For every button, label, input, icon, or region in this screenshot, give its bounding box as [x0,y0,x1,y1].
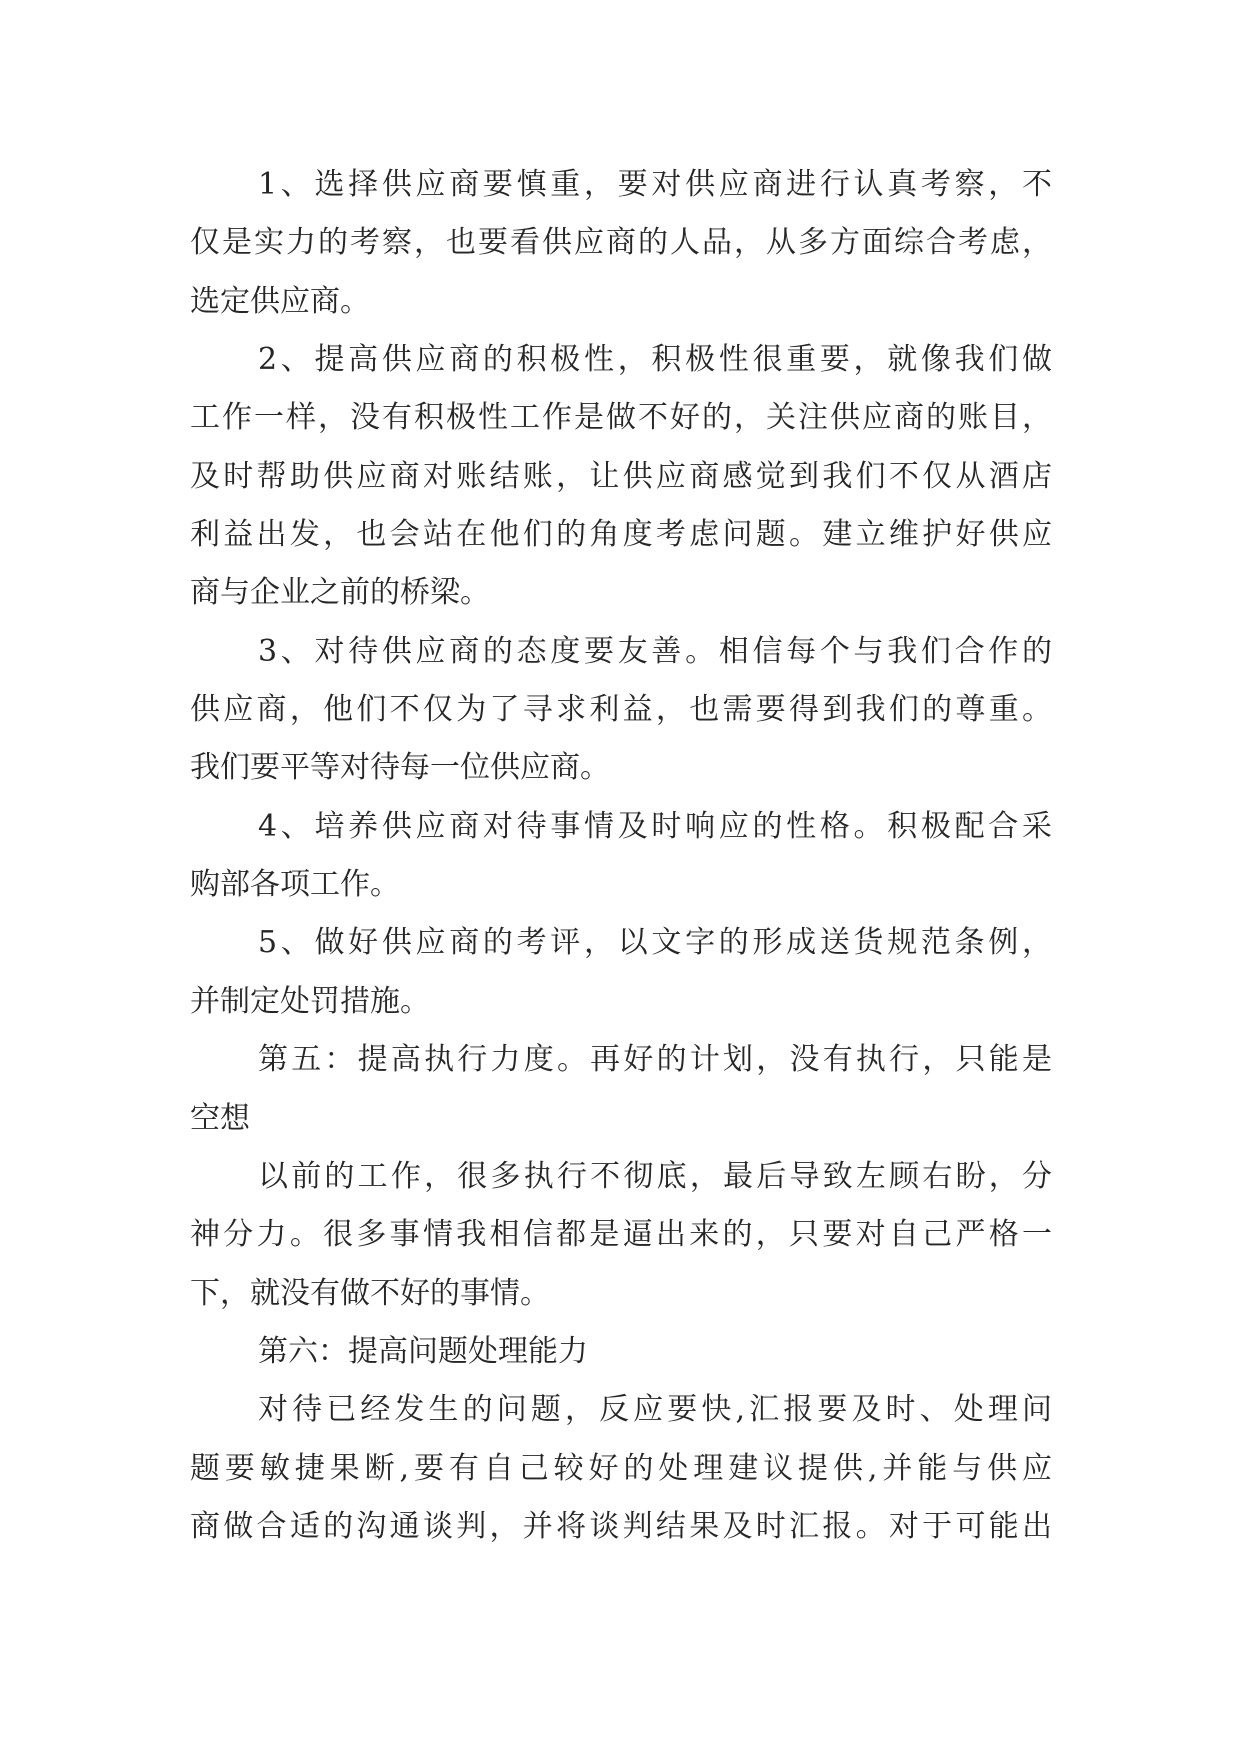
paragraph-line: 商与企业之前的桥梁。 [190,575,490,611]
paragraph-supplier-attitude [190,623,1052,798]
paragraph-line: 商做合适的沟通谈判，并将谈判结果及时汇报。对于可能出 [190,1508,1052,1544]
paragraph-line: 我们要平等对待每一位供应商。 [190,750,610,786]
paragraph-line: 下，就没有做不好的事情。 [190,1275,550,1311]
paragraph-line: 利益出发，也会站在他们的角度考虑问题。建立维护好供应 [190,517,1052,553]
section-heading-execution [190,1031,1052,1148]
paragraph-supplier-evaluation [190,914,1052,1031]
paragraph-line: 5、做好供应商的考评，以文字的形成送货规范条例， [258,925,1052,961]
paragraph-line: 第五：提高执行力度。再好的计划，没有执行，只能是 [258,1042,1052,1078]
paragraph-problem-handling [190,1381,1052,1556]
paragraph-line: 对待已经发生的问题，反应要快,汇报要及时、处理问 [258,1392,1052,1428]
paragraph-line: 仅是实力的考察，也要看供应商的人品，从多方面综合考虑， [190,225,1052,261]
paragraph-line: 题要敏捷果断,要有自己较好的处理建议提供,并能与供应 [190,1450,1052,1486]
paragraph-execution [190,1148,1052,1323]
paragraph-line: 3、对待供应商的态度要友善。相信每个与我们合作的 [258,633,1052,669]
paragraph-supplier-response [190,798,1052,915]
section-heading-problem-handling [190,1323,1052,1381]
paragraph-line: 1、选择供应商要慎重，要对供应商进行认真考察，不 [258,167,1052,202]
paragraph-line: 工作一样，没有积极性工作是做不好的，关注供应商的账目， [190,400,1052,436]
paragraph-supplier-selection [190,156,1052,331]
paragraph-supplier-motivation [190,331,1052,623]
paragraph-line: 空想 [190,1100,250,1136]
paragraph-line: 第六：提高问题处理能力 [258,1333,588,1369]
paragraph-line: 供应商，他们不仅为了寻求利益，也需要得到我们的尊重。 [190,692,1052,728]
paragraph-line: 2、提高供应商的积极性，积极性很重要，就像我们做 [258,342,1052,378]
paragraph-line: 4、培养供应商对待事情及时响应的性格。积极配合采 [258,808,1052,844]
paragraph-line: 神分力。很多事情我相信都是逼出来的，只要对自己严格一 [190,1217,1052,1253]
document-body [190,156,1052,1556]
paragraph-line: 及时帮助供应商对账结账，让供应商感觉到我们不仅从酒店 [190,458,1052,494]
paragraph-line: 以前的工作，很多执行不彻底，最后导致左顾右盼，分 [258,1158,1052,1194]
paragraph-line: 并制定处罚措施。 [190,983,430,1019]
paragraph-line: 购部各项工作。 [190,867,400,903]
paragraph-line: 选定供应商。 [190,283,370,319]
